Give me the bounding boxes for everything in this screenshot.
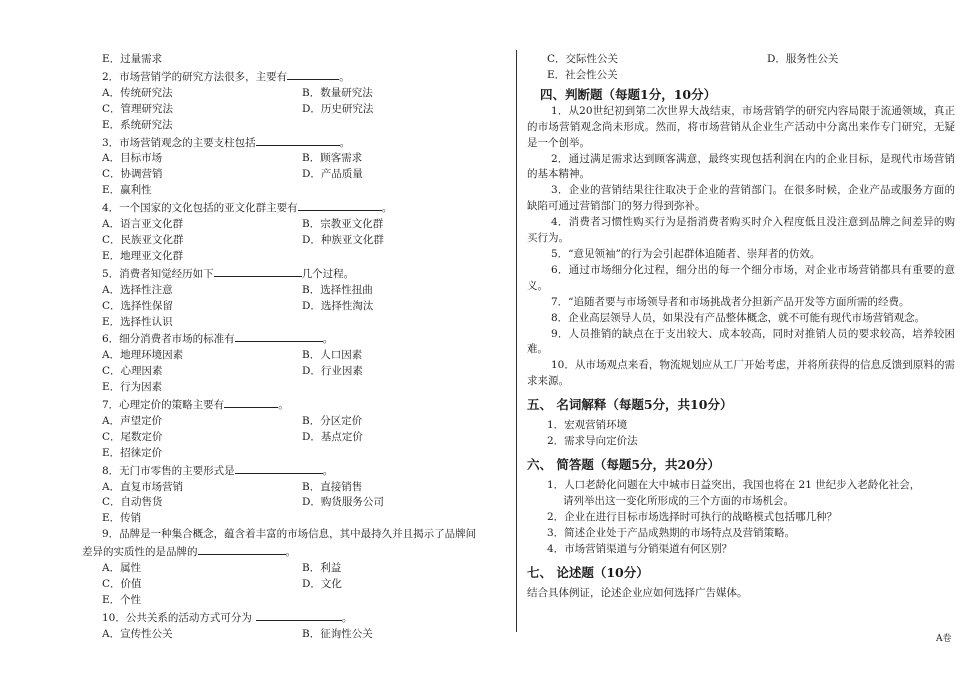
- term-question-1: 1．宏观营销环境: [547, 419, 628, 432]
- answer-blank[interactable]: [287, 68, 339, 80]
- option-row: [82, 283, 510, 299]
- q3-option-d: D．产品质量: [302, 168, 363, 181]
- q10-option-a: A．宣传性公关: [102, 627, 173, 640]
- short-question-1-line1: 1．人口老龄化问题在大中城市日益突出，我国也将在 21 世纪步入老龄化社会，: [547, 478, 921, 491]
- q4-option-a: A．语言亚文化群: [102, 218, 184, 231]
- q9-stem-line1: 9．品牌是一种集合概念，蕴含着丰富的市场信息，其中最持久并且揭示了品牌间: [102, 528, 477, 541]
- option-row: [82, 364, 510, 380]
- option-row: [82, 102, 510, 118]
- q5-option-d: D．选择性淘汰: [302, 299, 374, 312]
- q7-option-c: C．尾数定价: [102, 430, 163, 443]
- option-row: [82, 414, 510, 430]
- q7-option-b: B．分区定价: [302, 414, 363, 427]
- q4-option-c: C．民族亚文化群: [102, 233, 184, 246]
- short-question-2: 2．企业在进行目标市场选择时可执行的战略模式包括哪几种？: [547, 510, 838, 523]
- q6-option-b: B．人口因素: [302, 349, 363, 362]
- q10-stem: 10．公共关系的活动方式可分为 。: [82, 609, 510, 627]
- q8-option-e: E．传销: [102, 512, 142, 525]
- answer-blank[interactable]: [256, 609, 342, 621]
- tf-question-9: 9．人员推销的缺点在于支出较大、成本较高，同时对推销人员的要求较高，培养较困难。: [527, 327, 955, 356]
- q6-option-c: C．心理因素: [102, 365, 163, 378]
- option-row: [82, 167, 510, 183]
- q7-stem: 7．心理定价的策略主要有 。: [82, 396, 510, 414]
- tf-question-2: 2．通过满足需求达到顾客满意，最终实现包括利润在内的企业目标，是现代市场营销的基本精神。: [527, 152, 955, 181]
- q8-option-c: C．自动售货: [102, 496, 163, 509]
- q2-option-c: C．管理研究法: [102, 102, 174, 115]
- section-true-false-heading: 四、判断题（每题1分，10分）: [540, 86, 717, 102]
- q9-option-b: B．利益: [302, 562, 342, 575]
- essay-question: 结合具体例证，论述企业应如何选择广告媒体。: [527, 587, 748, 600]
- tf-question-7: 7．“追随者要与市场领导者和市场挑战者分担新产品开发等方面所需的经费。: [551, 295, 910, 308]
- q10-option-b: B．征询性公关: [302, 627, 373, 640]
- right-column: [527, 52, 955, 602]
- option-row: [527, 52, 955, 68]
- q2-option-b: B．数量研究法: [302, 86, 373, 99]
- column-divider: [516, 50, 517, 632]
- short-question-1-line2: 请列举出这一变化所形成的三个方面的市场机会。: [563, 494, 794, 507]
- tf-question-1: 1．从20世纪初到第二次世界大战结束，市场营销学的研究内容局限于流通领域，真正的市场营销观念尚未形成。然而，将市场营销从企业生产活动中分离出来作专门研究，无疑是一个创举。: [527, 104, 955, 149]
- q5-option-b: B．选择性扭曲: [302, 283, 373, 296]
- answer-blank[interactable]: [198, 543, 286, 555]
- paper-version-label: A卷: [936, 634, 952, 644]
- section-short-answer-heading: 六、 简答题（每题5分，共20分）: [527, 456, 720, 472]
- option-row: [82, 86, 510, 102]
- q5-option-e: E．选择性认识: [102, 315, 173, 328]
- section-essay-heading: 七、 论述题（10分）: [527, 565, 649, 581]
- answer-blank[interactable]: [224, 396, 278, 408]
- left-column: [82, 52, 510, 643]
- tf-question-8: 8．企业高层领导人员，如果没有产品整体概念，就不可能有现代市场营销观念。: [551, 311, 926, 324]
- option-row: [82, 430, 510, 446]
- tf-question-6: 6．通过市场细分化过程，细分出的每一个细分市场，对企业市场营销都具有重要的意义。: [527, 263, 955, 292]
- tf-question-10: 10．从市场观点来看，物流规划应从工厂开始考虑，并将所获得的信息反馈到原料的需求来源。: [527, 359, 955, 388]
- answer-blank[interactable]: [298, 199, 382, 211]
- option-row: [82, 217, 510, 233]
- answer-blank[interactable]: [214, 265, 302, 277]
- q2-option-e: E．系统研究法: [102, 118, 173, 131]
- q6-option-a: A．地理环境因素: [102, 349, 184, 362]
- q3-option-c: C．协调营销: [102, 168, 163, 181]
- q9-option-c: C．价值: [102, 578, 142, 590]
- q10-option-c: C．交际性公关: [547, 53, 619, 65]
- q3-option-a: A．目标市场: [102, 152, 163, 165]
- q9-stem-line2: 差异的实质性的是品牌的 。: [82, 543, 510, 561]
- q9-option-a: A．属性: [102, 562, 142, 575]
- q8-option-a: A．直复市场营销: [102, 480, 184, 493]
- q8-option-b: B．直接销售: [302, 480, 363, 493]
- option-row: [82, 348, 510, 364]
- q8-option-d: D．购货服务公司: [302, 496, 384, 509]
- option-row: [82, 151, 510, 167]
- q7-option-d: D．基点定价: [302, 430, 363, 443]
- option-row: [82, 480, 510, 496]
- short-question-3: 3．简述企业处于产品成熟期的市场特点及营销策略。: [547, 526, 796, 539]
- short-question-4: 4．市场营销渠道与分销渠道有何区别？: [547, 542, 733, 555]
- q4-option-e: E．地理亚文化群: [102, 249, 184, 262]
- answer-blank[interactable]: [235, 330, 323, 342]
- option-row: [82, 495, 510, 511]
- q3-option-b: B．顾客需求: [302, 152, 363, 165]
- section-term-definitions-heading: 五、 名词解释（每题5分，共10分）: [527, 397, 733, 413]
- option-row: [82, 233, 510, 249]
- tf-question-4: 4．消费者习惯性购买行为是指消费者购买时介入程度低且没注意到品牌之间差异的购买行为。: [527, 216, 955, 245]
- option-row: [82, 299, 510, 315]
- q10-option-d: D．服务性公关: [767, 53, 839, 65]
- tf-question-5: 5．“意见领袖”的行为会引起群体追随者、崇拜者的仿效。: [551, 247, 821, 260]
- q2-stem: 2．市场营销学的研究方法很多，主要有 。: [82, 68, 510, 86]
- q6-option-e: E．行为因素: [102, 381, 163, 394]
- q4-stem: 4．一个国家的文化包括的亚文化群主要有 。: [82, 199, 510, 217]
- q5-option-a: A．选择性注意: [102, 283, 173, 296]
- q7-option-a: A．声望定价: [102, 414, 163, 427]
- tf-question-3: 3．企业的营销结果往往取决于企业的营销部门。在很多时候，企业产品或服务方面的缺陷可通过营销部门的努力得到弥补。: [527, 184, 955, 213]
- q6-stem: 6．细分消费者市场的标准有 。: [82, 330, 510, 348]
- q10-option-e: E．社会性公关: [547, 68, 618, 81]
- q4-option-b: B．宗教亚文化群: [302, 218, 384, 231]
- q4-option-d: D．种族亚文化群: [302, 233, 384, 246]
- q8-stem: 8．无门市零售的主要形式是 。: [82, 462, 510, 480]
- option-row: [82, 627, 510, 643]
- q3-stem: 3．市场营销观念的主要支柱包括 。: [82, 134, 510, 152]
- q9-option-e: E．个性: [102, 593, 142, 606]
- option-row: [82, 561, 510, 577]
- q2-option-a: A．传统研究法: [102, 86, 173, 99]
- option-row: [82, 577, 510, 593]
- answer-blank[interactable]: [256, 134, 340, 146]
- q5-stem: 5．消费者知觉经历如下 几个过程。: [82, 265, 510, 283]
- q7-option-e: E．招徕定价: [102, 446, 163, 459]
- q6-option-d: D．行业因素: [302, 365, 363, 378]
- q2-option-d: D．历史研究法: [302, 102, 374, 115]
- term-question-2: 2．需求导向定价法: [547, 435, 638, 448]
- q1-option-e: E．过量需求: [102, 53, 163, 65]
- answer-blank[interactable]: [235, 462, 323, 474]
- q9-option-d: D．文化: [302, 578, 342, 590]
- q5-option-c: C．选择性保留: [102, 299, 174, 312]
- q3-option-e: E．赢利性: [102, 184, 152, 197]
